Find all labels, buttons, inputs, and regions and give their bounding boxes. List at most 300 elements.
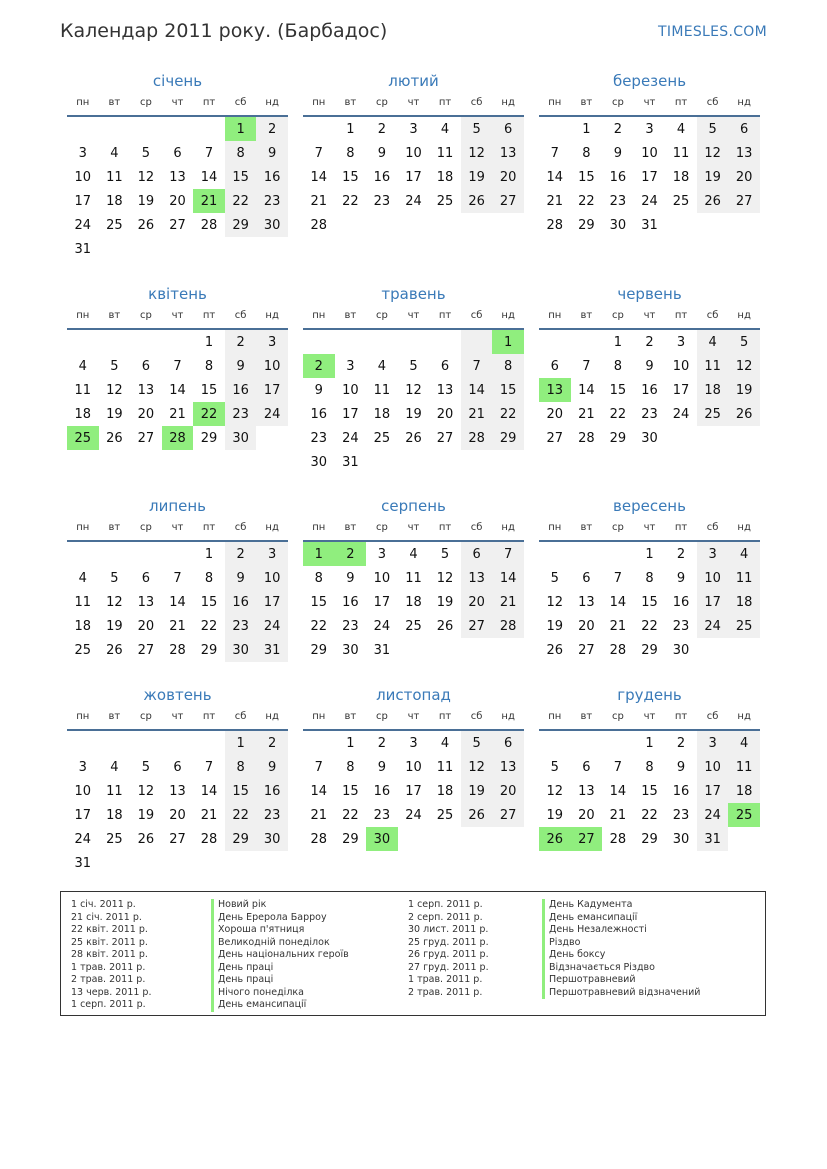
day-cell: 20 — [461, 590, 493, 614]
day-cell: 26 — [728, 402, 760, 426]
month-name: лютий — [388, 72, 439, 90]
legend-holiday-name: День праці — [211, 962, 349, 975]
day-cell: 29 — [310, 642, 328, 658]
day-cell: 2 — [676, 735, 686, 751]
day-cell: 24 — [342, 430, 359, 446]
day-cell: 12 — [405, 382, 422, 398]
day-cell: 3 — [346, 358, 355, 374]
day-cell: 10 — [74, 169, 92, 185]
weekday-label: нд — [737, 522, 751, 533]
day-cell: 10 — [74, 783, 92, 799]
day-cell: 22 — [342, 193, 359, 209]
weekday-label: вт — [108, 310, 121, 321]
day-cell: 11 — [436, 759, 454, 775]
day-cell: 25 — [436, 807, 454, 823]
empty-cell — [728, 213, 760, 237]
day-cell: 1 — [204, 334, 214, 350]
weekday-label: нд — [737, 310, 751, 321]
weekday-label: пн — [76, 310, 90, 321]
day-cell: 14 — [578, 382, 595, 398]
day-cell: 19 — [461, 779, 493, 803]
day-cell: 14 — [310, 169, 328, 185]
day-cell: 7 — [613, 570, 623, 586]
weekday-label: пн — [76, 522, 90, 533]
day-cell: 23 — [310, 430, 328, 446]
empty-cell — [539, 117, 571, 141]
weekday-header — [67, 97, 288, 117]
legend-date: 1 серп. 2011 р. — [408, 899, 483, 910]
legend-date: 1 трав. 2011 р. — [408, 974, 483, 985]
day-cell: 14 — [200, 783, 218, 799]
day-cell: 18 — [436, 169, 454, 185]
day-cell: 9 — [314, 382, 323, 398]
weekday-label: пт — [438, 310, 452, 321]
day-grid — [67, 117, 288, 261]
day-cell: 24 — [672, 406, 690, 422]
day-cell: 28 — [310, 217, 328, 233]
day-cell: 26 — [405, 430, 422, 446]
day-cell: 30 — [672, 642, 690, 658]
day-cell: 1 — [346, 735, 355, 751]
legend-holiday-name: Новий рік — [211, 899, 349, 912]
day-cell: 5 — [409, 358, 418, 374]
day-cell: 5 — [550, 570, 559, 586]
day-cell: 8 — [582, 145, 591, 161]
day-cell: 12 — [461, 141, 493, 165]
weekday-label: сб — [234, 97, 247, 108]
day-cell: 13 — [492, 141, 524, 165]
empty-cell — [366, 213, 398, 237]
day-cell: 17 — [342, 406, 359, 422]
weekday-header — [67, 522, 288, 542]
day-cell: 18 — [728, 590, 760, 614]
empty-cell — [130, 731, 162, 755]
weekday-label: чт — [407, 97, 420, 108]
month-7 — [67, 497, 288, 662]
day-cell: 7 — [173, 570, 182, 586]
day-cell: 29 — [609, 430, 627, 446]
weekday-label: чт — [407, 711, 420, 722]
month-name: жовтень — [143, 686, 212, 704]
month-name: серпень — [381, 497, 446, 515]
empty-cell — [429, 213, 461, 237]
day-cell: 9 — [225, 566, 257, 590]
day-cell: 2 — [256, 731, 288, 755]
day-cell: 3 — [377, 546, 387, 562]
empty-cell — [256, 237, 288, 261]
day-cell: 17 — [672, 382, 690, 398]
day-grid — [539, 330, 760, 450]
day-cell: 2 — [613, 121, 623, 137]
day-cell: 6 — [550, 358, 559, 374]
day-cell: 6 — [582, 570, 591, 586]
empty-cell — [162, 117, 194, 141]
day-cell: 18 — [728, 779, 760, 803]
day-cell: 16 — [342, 594, 359, 610]
day-cell: 19 — [106, 406, 123, 422]
day-cell: 20 — [578, 807, 595, 823]
empty-cell — [539, 731, 571, 755]
legend-holiday-name: Нічого понеділка — [211, 987, 349, 1000]
empty-cell — [162, 851, 194, 875]
day-cell: 6 — [141, 358, 151, 374]
day-cell: 19 — [405, 406, 422, 422]
day-cell: 23 — [256, 803, 288, 827]
weekday-label: сб — [706, 522, 719, 533]
day-cell: 8 — [346, 759, 355, 775]
day-cell: 20 — [492, 779, 524, 803]
day-cell: 1 — [492, 330, 524, 354]
weekday-label: чт — [643, 522, 656, 533]
day-cell: 4 — [728, 542, 760, 566]
day-cell: 18 — [373, 406, 391, 422]
day-cell: 13 — [728, 141, 760, 165]
day-cell: 17 — [405, 169, 422, 185]
day-cell: 1 — [346, 121, 355, 137]
day-cell: 10 — [256, 566, 288, 590]
day-cell: 15 — [578, 169, 595, 185]
day-cell: 2 — [225, 542, 257, 566]
day-cell: 1 — [645, 546, 654, 562]
month-name: березень — [612, 72, 687, 90]
day-cell: 23 — [225, 402, 257, 426]
day-cell: 12 — [137, 783, 155, 799]
weekday-label: сб — [706, 711, 719, 722]
day-cell: 21 — [310, 193, 328, 209]
weekday-label: ср — [375, 310, 388, 321]
day-cell: 3 — [697, 731, 729, 755]
site-link[interactable]: TIMESLES.COM — [658, 24, 767, 40]
month-name: липень — [148, 497, 207, 515]
day-cell: 19 — [546, 807, 564, 823]
day-cell: 12 — [697, 141, 729, 165]
weekday-header — [303, 310, 524, 330]
day-cell: 28 — [169, 642, 186, 658]
empty-cell — [398, 213, 430, 237]
day-cell: 15 — [641, 783, 658, 799]
day-cell: 8 — [204, 358, 214, 374]
day-cell: 7 — [314, 759, 323, 775]
empty-cell — [99, 330, 131, 354]
legend-date: 21 січ. 2011 р. — [71, 911, 142, 923]
day-cell: 30 — [641, 430, 658, 446]
day-cell: 8 — [492, 354, 524, 378]
empty-cell — [67, 330, 99, 354]
weekday-label: чт — [171, 97, 184, 108]
day-cell: 13 — [436, 382, 454, 398]
day-cell: 13 — [492, 755, 524, 779]
weekday-label: вт — [344, 310, 357, 321]
day-cell: 1 — [303, 542, 335, 566]
month-name: листопад — [376, 686, 451, 704]
weekday-label: сб — [470, 522, 483, 533]
day-cell: 15 — [200, 594, 218, 610]
day-cell: 12 — [106, 382, 123, 398]
legend-names-right — [542, 899, 700, 999]
day-cell: 14 — [461, 378, 493, 402]
day-cell: 24 — [256, 614, 288, 638]
day-cell: 2 — [377, 121, 387, 137]
day-cell: 30 — [672, 831, 690, 847]
day-cell: 10 — [405, 759, 422, 775]
legend-holiday-name: День праці — [211, 974, 349, 987]
day-cell: 17 — [697, 779, 729, 803]
day-cell: 16 — [609, 169, 627, 185]
legend-holiday-name: Відзначається Різдво — [542, 962, 700, 975]
empty-cell — [99, 542, 131, 566]
day-cell: 9 — [346, 570, 355, 586]
day-cell: 9 — [377, 145, 387, 161]
day-cell: 30 — [256, 827, 288, 851]
day-cell: 23 — [641, 406, 658, 422]
empty-cell — [130, 330, 162, 354]
day-grid — [303, 542, 524, 662]
day-cell: 17 — [74, 807, 92, 823]
day-cell: 23 — [373, 193, 391, 209]
legend-date: 2 серп. 2011 р. — [408, 911, 483, 923]
day-cell: 18 — [405, 594, 422, 610]
month-6 — [539, 285, 760, 450]
day-cell: 14 — [310, 783, 328, 799]
day-grid — [67, 731, 288, 875]
weekday-header — [303, 522, 524, 542]
day-cell: 4 — [697, 330, 729, 354]
day-cell: 21 — [169, 406, 186, 422]
weekday-header — [67, 310, 288, 330]
day-cell: 4 — [110, 145, 119, 161]
day-cell: 8 — [645, 570, 654, 586]
empty-cell — [697, 426, 729, 450]
day-cell: 13 — [169, 783, 186, 799]
day-cell: 29 — [200, 430, 218, 446]
legend-date: 26 груд. 2011 р. — [408, 949, 489, 960]
day-cell: 7 — [204, 759, 214, 775]
weekday-label: пт — [202, 97, 216, 108]
day-cell: 18 — [697, 378, 729, 402]
day-cell: 1 — [204, 546, 214, 562]
weekday-label: вт — [108, 711, 121, 722]
weekday-label: ср — [139, 97, 152, 108]
weekday-label: пт — [202, 522, 216, 533]
day-cell: 15 — [641, 594, 658, 610]
day-cell: 25 — [106, 831, 123, 847]
weekday-label: нд — [265, 522, 279, 533]
day-cell: 5 — [697, 117, 729, 141]
empty-cell — [665, 213, 697, 237]
day-cell: 28 — [546, 217, 564, 233]
day-grid — [303, 330, 524, 474]
weekday-label: вт — [580, 711, 593, 722]
day-cell: 19 — [137, 193, 155, 209]
empty-cell — [539, 330, 571, 354]
day-cell: 12 — [137, 169, 155, 185]
empty-cell — [193, 731, 225, 755]
day-cell: 28 — [461, 426, 493, 450]
day-cell: 10 — [405, 145, 422, 161]
empty-cell — [162, 542, 194, 566]
day-cell: 8 — [346, 145, 355, 161]
empty-cell — [728, 638, 760, 662]
day-cell: 11 — [373, 382, 391, 398]
weekday-label: нд — [501, 310, 515, 321]
day-cell: 9 — [225, 354, 257, 378]
day-cell: 10 — [342, 382, 359, 398]
day-cell: 1 — [613, 334, 623, 350]
weekday-label: чт — [407, 522, 420, 533]
empty-cell — [461, 450, 493, 474]
day-cell: 23 — [256, 189, 288, 213]
day-cell: 13 — [137, 594, 155, 610]
empty-cell — [492, 213, 524, 237]
day-cell: 5 — [110, 570, 119, 586]
empty-cell — [539, 542, 571, 566]
day-cell: 31 — [697, 827, 729, 851]
empty-cell — [697, 213, 729, 237]
day-cell: 15 — [200, 382, 218, 398]
day-cell: 27 — [571, 827, 603, 851]
day-cell: 21 — [578, 406, 595, 422]
day-cell: 29 — [492, 426, 524, 450]
day-cell: 25 — [728, 803, 760, 827]
day-cell: 24 — [697, 803, 729, 827]
day-cell: 23 — [342, 618, 359, 634]
empty-cell — [492, 638, 524, 662]
day-cell: 26 — [436, 618, 454, 634]
day-cell: 11 — [74, 382, 92, 398]
day-cell: 6 — [492, 731, 524, 755]
day-cell: 29 — [225, 827, 257, 851]
empty-cell — [571, 330, 603, 354]
day-cell: 26 — [697, 189, 729, 213]
day-cell: 12 — [436, 570, 454, 586]
day-cell: 18 — [106, 193, 123, 209]
day-cell: 10 — [672, 358, 690, 374]
day-cell: 18 — [74, 406, 92, 422]
day-cell: 26 — [106, 642, 123, 658]
weekday-label: вт — [580, 97, 593, 108]
day-cell: 22 — [578, 193, 595, 209]
legend-date: 2 трав. 2011 р. — [408, 986, 483, 998]
day-cell: 31 — [74, 241, 92, 257]
empty-cell — [398, 827, 430, 851]
weekday-label: нд — [265, 310, 279, 321]
weekday-label: вт — [108, 522, 121, 533]
day-cell: 5 — [440, 546, 450, 562]
day-cell: 24 — [405, 807, 422, 823]
day-cell: 5 — [110, 358, 119, 374]
day-cell: 13 — [539, 378, 571, 402]
legend-date: 28 квіт. 2011 р. — [71, 949, 148, 960]
empty-cell — [429, 638, 461, 662]
day-cell: 28 — [609, 831, 627, 847]
day-cell: 14 — [169, 594, 186, 610]
day-cell: 1 — [582, 121, 591, 137]
day-cell: 17 — [641, 169, 658, 185]
empty-cell — [429, 450, 461, 474]
day-cell: 29 — [342, 831, 359, 847]
day-cell: 1 — [225, 731, 257, 755]
legend-holiday-name: День емансипації — [211, 999, 349, 1012]
day-cell: 20 — [728, 165, 760, 189]
empty-cell — [225, 237, 257, 261]
day-cell: 16 — [641, 382, 658, 398]
day-cell: 17 — [405, 783, 422, 799]
day-cell: 24 — [697, 614, 729, 638]
day-cell: 15 — [225, 779, 257, 803]
legend-holiday-name: День боксу — [542, 949, 700, 962]
day-cell: 18 — [74, 618, 92, 634]
legend-date: 27 груд. 2011 р. — [408, 961, 489, 973]
empty-cell — [366, 450, 398, 474]
day-cell: 24 — [256, 402, 288, 426]
day-cell: 21 — [461, 402, 493, 426]
day-cell: 18 — [436, 783, 454, 799]
day-cell: 21 — [310, 807, 328, 823]
day-cell: 7 — [613, 759, 623, 775]
weekday-label: вт — [344, 97, 357, 108]
empty-cell — [256, 426, 288, 450]
day-cell: 3 — [697, 542, 729, 566]
empty-cell — [492, 827, 524, 851]
day-cell: 14 — [609, 783, 627, 799]
day-cell: 14 — [609, 594, 627, 610]
day-cell: 9 — [645, 358, 654, 374]
weekday-label: нд — [737, 97, 751, 108]
empty-cell — [303, 117, 335, 141]
empty-cell — [162, 237, 194, 261]
day-cell: 26 — [539, 827, 571, 851]
day-cell: 30 — [225, 426, 257, 450]
weekday-label: сб — [234, 711, 247, 722]
weekday-label: вт — [580, 310, 593, 321]
weekday-header — [539, 97, 760, 117]
day-cell: 22 — [641, 807, 658, 823]
weekday-label: ср — [611, 97, 624, 108]
month-name: грудень — [617, 686, 682, 704]
empty-cell — [130, 542, 162, 566]
day-cell: 30 — [256, 213, 288, 237]
day-cell: 11 — [672, 145, 690, 161]
day-cell: 22 — [310, 618, 328, 634]
day-cell: 19 — [546, 618, 564, 634]
day-grid — [539, 731, 760, 851]
day-cell: 30 — [225, 638, 257, 662]
empty-cell — [429, 330, 461, 354]
day-cell: 22 — [492, 402, 524, 426]
empty-cell — [67, 731, 99, 755]
day-cell: 19 — [697, 165, 729, 189]
day-cell: 3 — [676, 334, 686, 350]
day-cell: 31 — [74, 855, 92, 871]
day-cell: 24 — [373, 618, 391, 634]
month-8 — [303, 497, 524, 662]
day-cell: 9 — [613, 145, 623, 161]
weekday-label: нд — [265, 97, 279, 108]
weekday-header — [539, 522, 760, 542]
weekday-label: пт — [674, 711, 688, 722]
day-cell: 30 — [310, 454, 328, 470]
day-cell: 1 — [645, 735, 654, 751]
weekday-label: нд — [737, 711, 751, 722]
day-cell: 28 — [200, 831, 218, 847]
day-cell: 29 — [641, 642, 658, 658]
empty-cell — [303, 731, 335, 755]
weekday-label: пн — [548, 711, 562, 722]
legend-holiday-name: Першотравневий відзначений — [542, 987, 700, 1000]
day-cell: 31 — [342, 454, 359, 470]
weekday-label: пн — [312, 310, 326, 321]
day-cell: 10 — [373, 570, 391, 586]
